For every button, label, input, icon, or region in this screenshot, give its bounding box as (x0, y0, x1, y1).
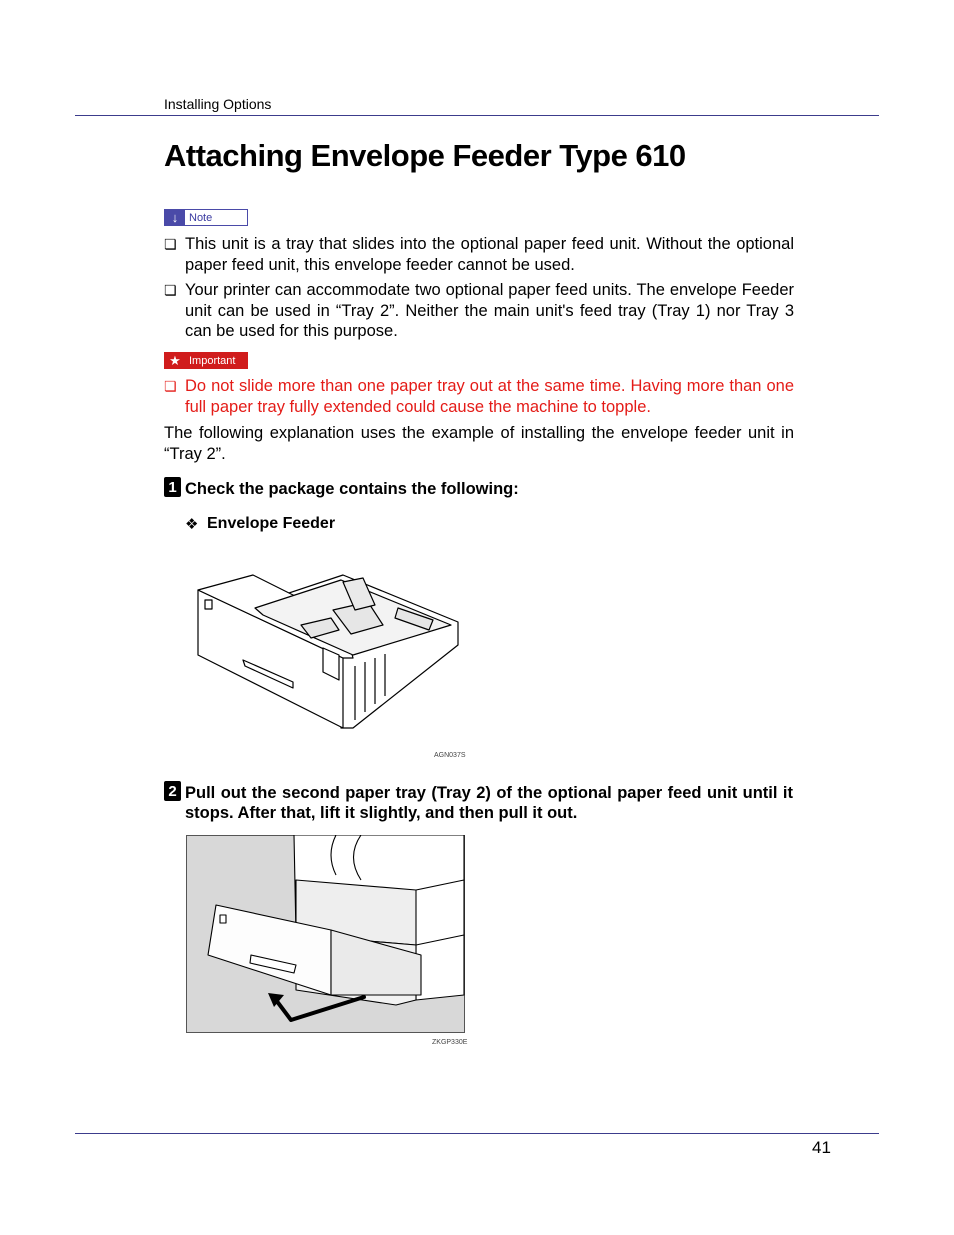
important-tag-label: Important (189, 354, 236, 367)
pull-out-tray-illustration (186, 835, 465, 1033)
important-item-text: Do not slide more than one paper tray out at the same time. Having more than one full paper tray fully extended could cause the machine to topple. (185, 377, 794, 416)
important-item (164, 376, 794, 417)
checkbox-bullet-icon: ❏ (164, 236, 177, 252)
figure-code: AGN037S (434, 752, 466, 759)
footer-rule (75, 1133, 879, 1134)
note-tag-label: Note (189, 211, 213, 224)
star-icon: ★ (165, 353, 185, 368)
page-number: 41 (812, 1138, 831, 1157)
figure-code: ZKGP330E (432, 1039, 468, 1046)
note-item-text: Your printer can accommodate two optional paper feed units. The envelope Feeder unit can be used in “Tray 2”. Neither the main unit's feed tray (Tray 1) nor Tray 3 can be used for this purpose. (185, 281, 794, 340)
intro-paragraph: The following explanation uses the example of installing the envelope feeder unit in “Tray 2”. (164, 424, 794, 463)
checkbox-bullet-icon: ❏ (164, 378, 177, 394)
step-1-text: Check the package contains the following: (185, 480, 519, 498)
important-tag (164, 352, 248, 369)
note-item (164, 234, 794, 275)
note-item-text: This unit is a tray that slides into the optional paper feed unit. Without the optional paper feed unit, this envelope feeder cannot be used. (185, 235, 794, 274)
page-title: Attaching Envelope Feeder Type 610 (164, 138, 686, 173)
step-number-1: 1 (164, 477, 181, 497)
note-item (164, 280, 794, 342)
checkbox-bullet-icon: ❏ (164, 282, 177, 298)
step-number-2: 2 (164, 781, 181, 801)
sub-heading-envelope-feeder: Envelope Feeder (207, 515, 336, 532)
arrow-down-icon: ↓ (165, 210, 185, 225)
diamond-bullet-icon: ❖ (185, 516, 199, 533)
step-2-text: Pull out the second paper tray (Tray 2) of the optional paper feed unit until it stops. After that, lift it slightly, and then pull it out. (185, 784, 793, 822)
note-tag (164, 209, 248, 226)
header-rule (75, 115, 879, 116)
running-header: Installing Options (164, 96, 272, 112)
envelope-feeder-illustration (193, 570, 463, 732)
